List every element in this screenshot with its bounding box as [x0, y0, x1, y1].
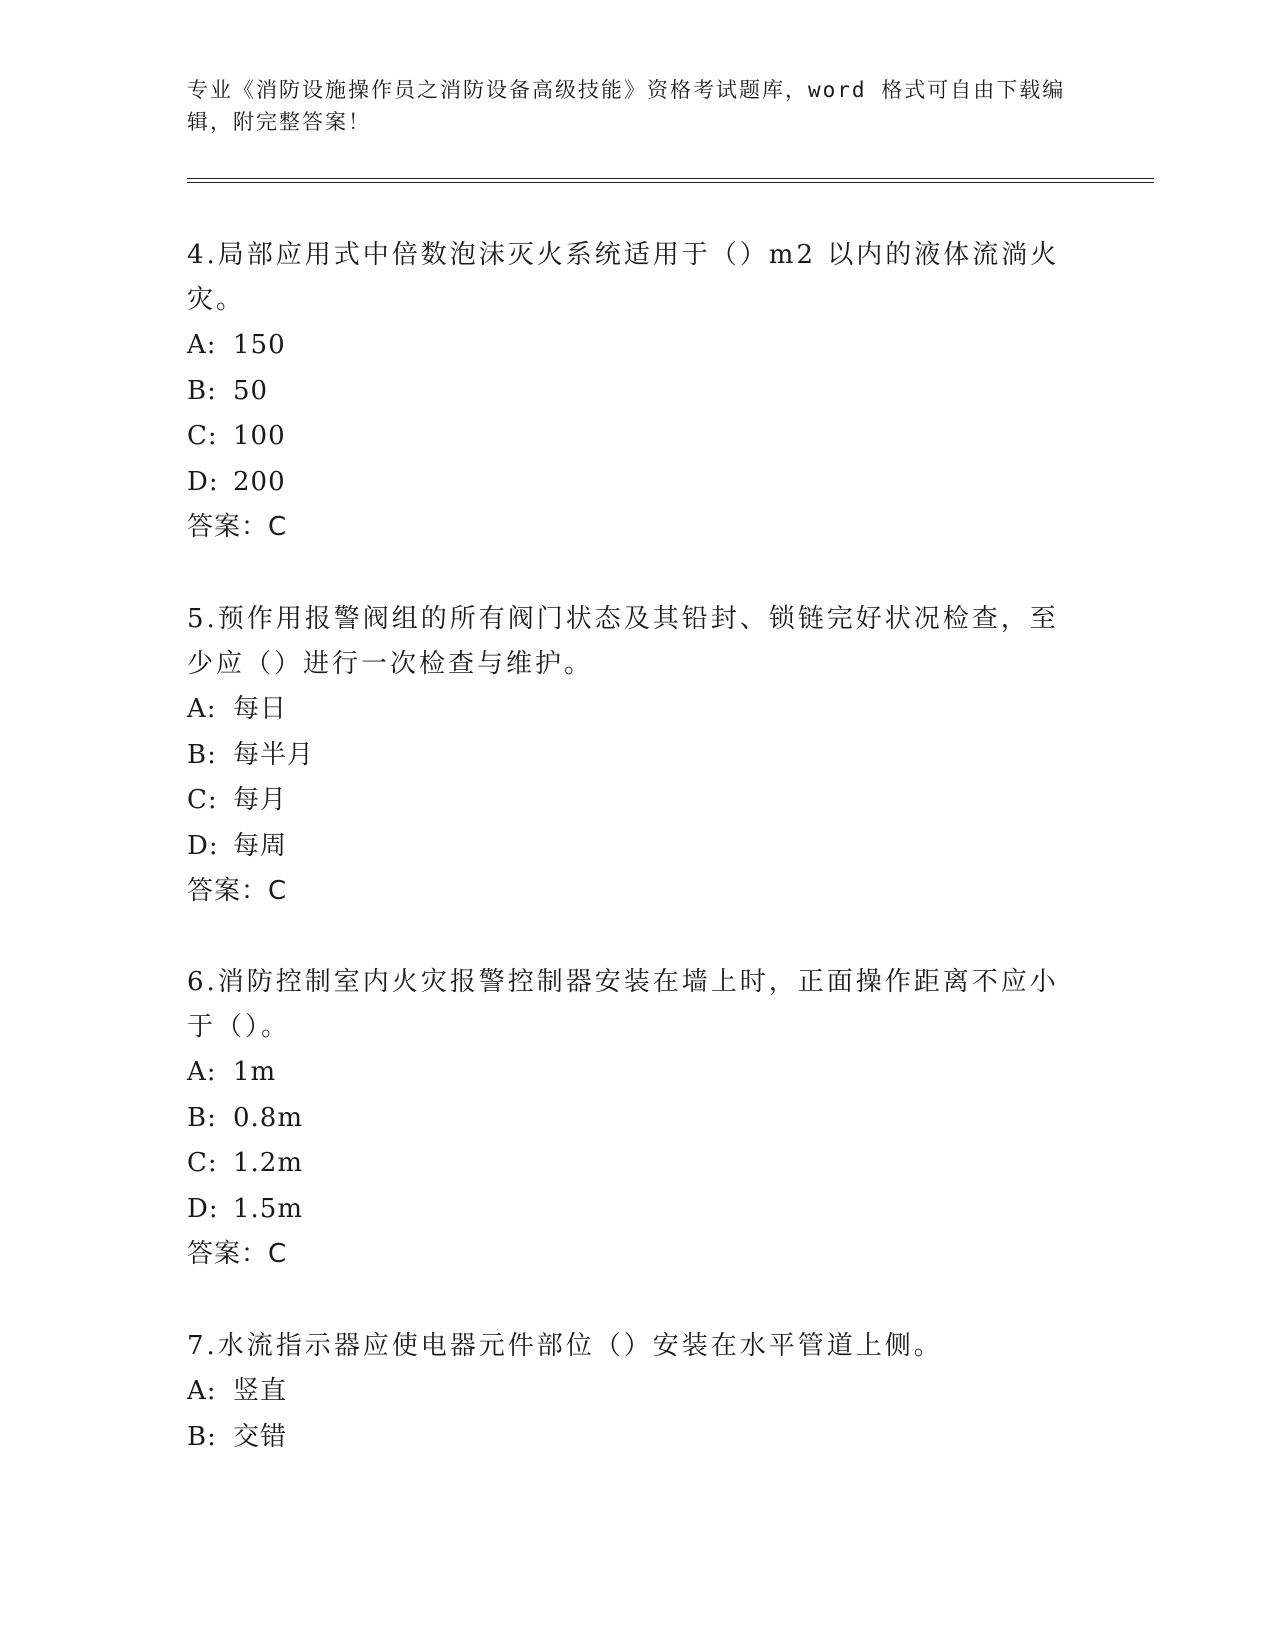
- question-6: [187, 960, 1067, 1278]
- answer-line: 答案：C: [187, 1239, 288, 1269]
- option-c: [187, 414, 1067, 460]
- option-value: 1m: [233, 1057, 277, 1087]
- option-key: D:: [187, 466, 219, 497]
- document-header: 专业《消防设施操作员之消防设备高级技能》资格考试题库，word 格式可自由下载编辑，附完整答案！: [187, 78, 1066, 134]
- option-a: [187, 1369, 1067, 1415]
- question-4: [187, 233, 1067, 551]
- option-value: 交错: [233, 1421, 288, 1452]
- answer-line: 答案：C: [187, 876, 288, 906]
- option-value: 每半月: [233, 739, 315, 770]
- option-b: [187, 1415, 1067, 1461]
- option-d: [187, 1187, 1067, 1233]
- option-b: [187, 733, 1067, 779]
- option-value: 0.8m: [233, 1102, 304, 1133]
- option-a: [187, 1050, 1067, 1096]
- option-value: 1.5m: [233, 1193, 304, 1224]
- option-a: [187, 687, 1067, 733]
- option-key: C:: [187, 1148, 218, 1178]
- header-rule-bottom: [187, 182, 1154, 183]
- option-value: 150: [233, 330, 286, 360]
- option-value: 50: [233, 375, 269, 406]
- option-b: [187, 1096, 1067, 1142]
- option-b: [187, 369, 1067, 415]
- question-7: [187, 1324, 1067, 1460]
- option-value: 1.2m: [233, 1148, 304, 1178]
- option-c: [187, 778, 1067, 824]
- answer-line: 答案：C: [187, 512, 288, 542]
- option-d: [187, 460, 1067, 506]
- option-key: B:: [187, 375, 217, 406]
- option-key: B:: [187, 739, 217, 770]
- question-stem: 4.局部应用式中倍数泡沫灭火系统适用于（）m2 以内的液体流淌火灾。: [187, 240, 1060, 315]
- question-stem: 6.消防控制室内火灾报警控制器安装在墙上时，正面操作距离不应小于（）。: [187, 967, 1059, 1042]
- option-c: [187, 1141, 1067, 1187]
- option-d: [187, 824, 1067, 870]
- option-key: A:: [187, 330, 217, 360]
- question-5: [187, 597, 1067, 915]
- option-value: 每日: [233, 694, 288, 724]
- option-value: 200: [233, 466, 286, 497]
- option-value: 100: [233, 421, 286, 451]
- option-key: C:: [187, 785, 218, 815]
- option-value: 每月: [233, 785, 288, 815]
- option-key: A:: [187, 694, 217, 724]
- option-key: A:: [187, 1057, 217, 1087]
- option-key: D:: [187, 830, 219, 861]
- header-rule-top: [187, 178, 1154, 179]
- option-key: B:: [187, 1102, 217, 1133]
- option-value: 竖直: [233, 1376, 288, 1406]
- option-key: B:: [187, 1421, 217, 1452]
- option-a: [187, 323, 1067, 369]
- option-key: A:: [187, 1376, 217, 1406]
- question-stem: 5.预作用报警阀组的所有阀门状态及其铅封、锁链完好状况检查，至少应（）进行一次检查与维护。: [187, 604, 1059, 679]
- question-stem: 7.水流指示器应使电器元件部位（）安装在水平管道上侧。: [187, 1331, 943, 1361]
- option-value: 每周: [233, 830, 288, 861]
- option-key: C:: [187, 421, 218, 451]
- option-key: D:: [187, 1193, 219, 1224]
